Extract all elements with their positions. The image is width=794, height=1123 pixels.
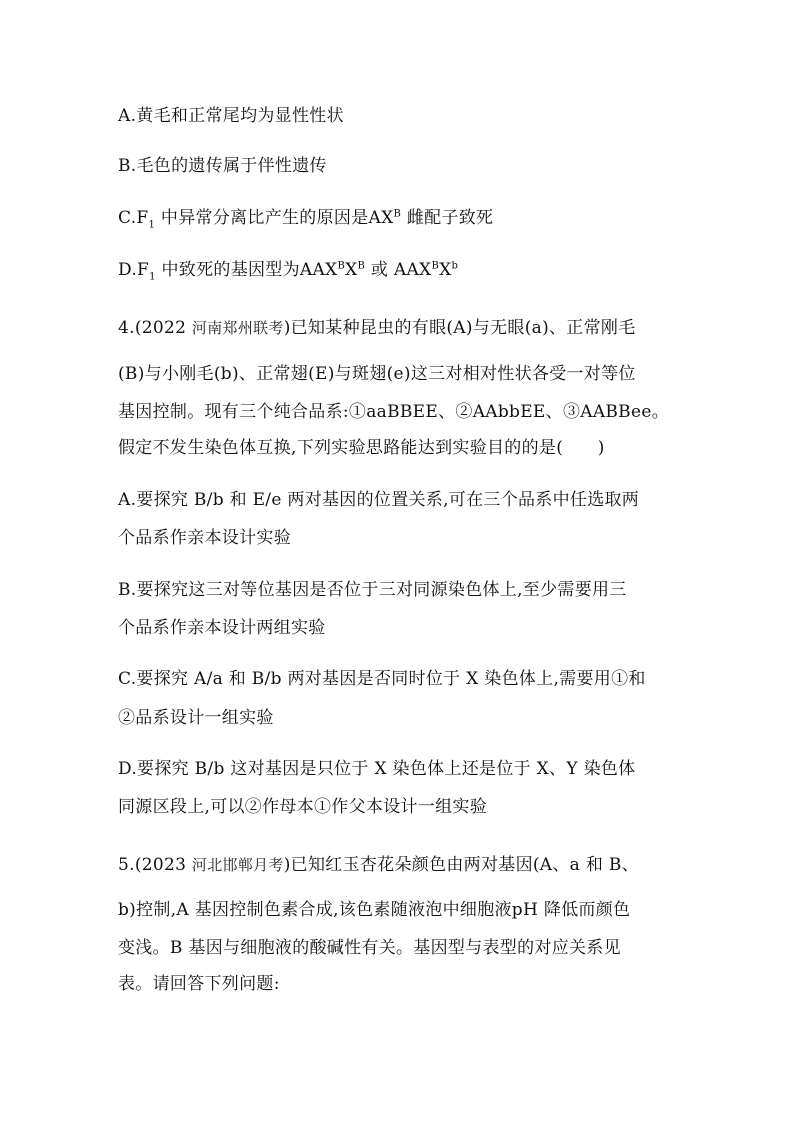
q4-stem-line-2: (B)与小刚毛(b)、正常翅(E)与斑翅(e)这三对相对性状各受一对等位 [118, 364, 636, 384]
q5-stem-line-2: b)控制,A 基因控制色素合成,该色素随液泡中细胞液pH 降低而颜色 [118, 900, 631, 920]
q4-option-a-line-1: A.要探究 B/b 和 E/e 两对基因的位置关系,可在三个品系中任选取两 [118, 490, 640, 510]
q4-option-d-line-1: D.要探究 B/b 这对基因是只位于 X 染色体上还是位于 X、Y 染色体 [118, 759, 636, 779]
q5-stem-line-3: 变浅。B 基因与细胞液的酸碱性有关。基因型与表型的对应关系见 [118, 938, 621, 958]
q5-stem-line-4: 表。请回答下列问题: [118, 974, 280, 994]
q4-stem-line-3: 基因控制。现有三个纯合品系:①aaBBEE、②AAbbEE、③AABBee。 [118, 402, 669, 422]
q4-stem-line-4: 假定不发生染色体互换,下列实验思路能达到实验目的的是( ) [118, 438, 605, 458]
q3-option-d: $D.F_1$ 中致死的基因型为$AAX^BX^B$ 或 $AAX^BX^b$ [118, 260, 459, 283]
q4-option-c-line-2: ②品系设计一组实验 [118, 708, 274, 728]
q3-option-b: B.毛色的遗传属于伴性遗传 [118, 156, 327, 176]
q5-number: 5.(2023 [118, 855, 192, 875]
q4-option-b-line-2: 个品系作亲本设计两组实验 [118, 618, 326, 638]
q5-stem-line-1: 5.(2023 河北邯郸月考)已知红玉杏花朵颜色由两对基因(A、a 和 B、 [118, 855, 639, 875]
q4-source: 河南郑州联考 [191, 319, 284, 337]
q4-option-a-line-2: 个品系作亲本设计实验 [118, 528, 291, 548]
q3-option-a: A.黄毛和正常尾均为显性性状 [118, 106, 344, 126]
q5-source: 河北邯郸月考 [191, 856, 284, 874]
q3-option-c: $C.F_1$ 中异常分离比产生的原因是$AX^B$ 雌配子致死 [118, 208, 494, 231]
q4-number: 4.(2022 [118, 318, 192, 338]
q4-option-c-line-1: C.要探究 A/a 和 B/b 两对基因是否同时位于 X 染色体上,需要用①和 [118, 669, 646, 689]
q4-option-b-line-1: B.要探究这三对等位基因是否位于三对同源染色体上,至少需要用三 [118, 580, 627, 600]
q4-stem-line-1: 4.(2022 河南郑州联考)已知某种昆虫的有眼(A)与无眼(a)、正常刚毛 [118, 318, 636, 338]
q4-option-d-line-2: 同源区段上,可以②作母本①作父本设计一组实验 [118, 797, 488, 817]
